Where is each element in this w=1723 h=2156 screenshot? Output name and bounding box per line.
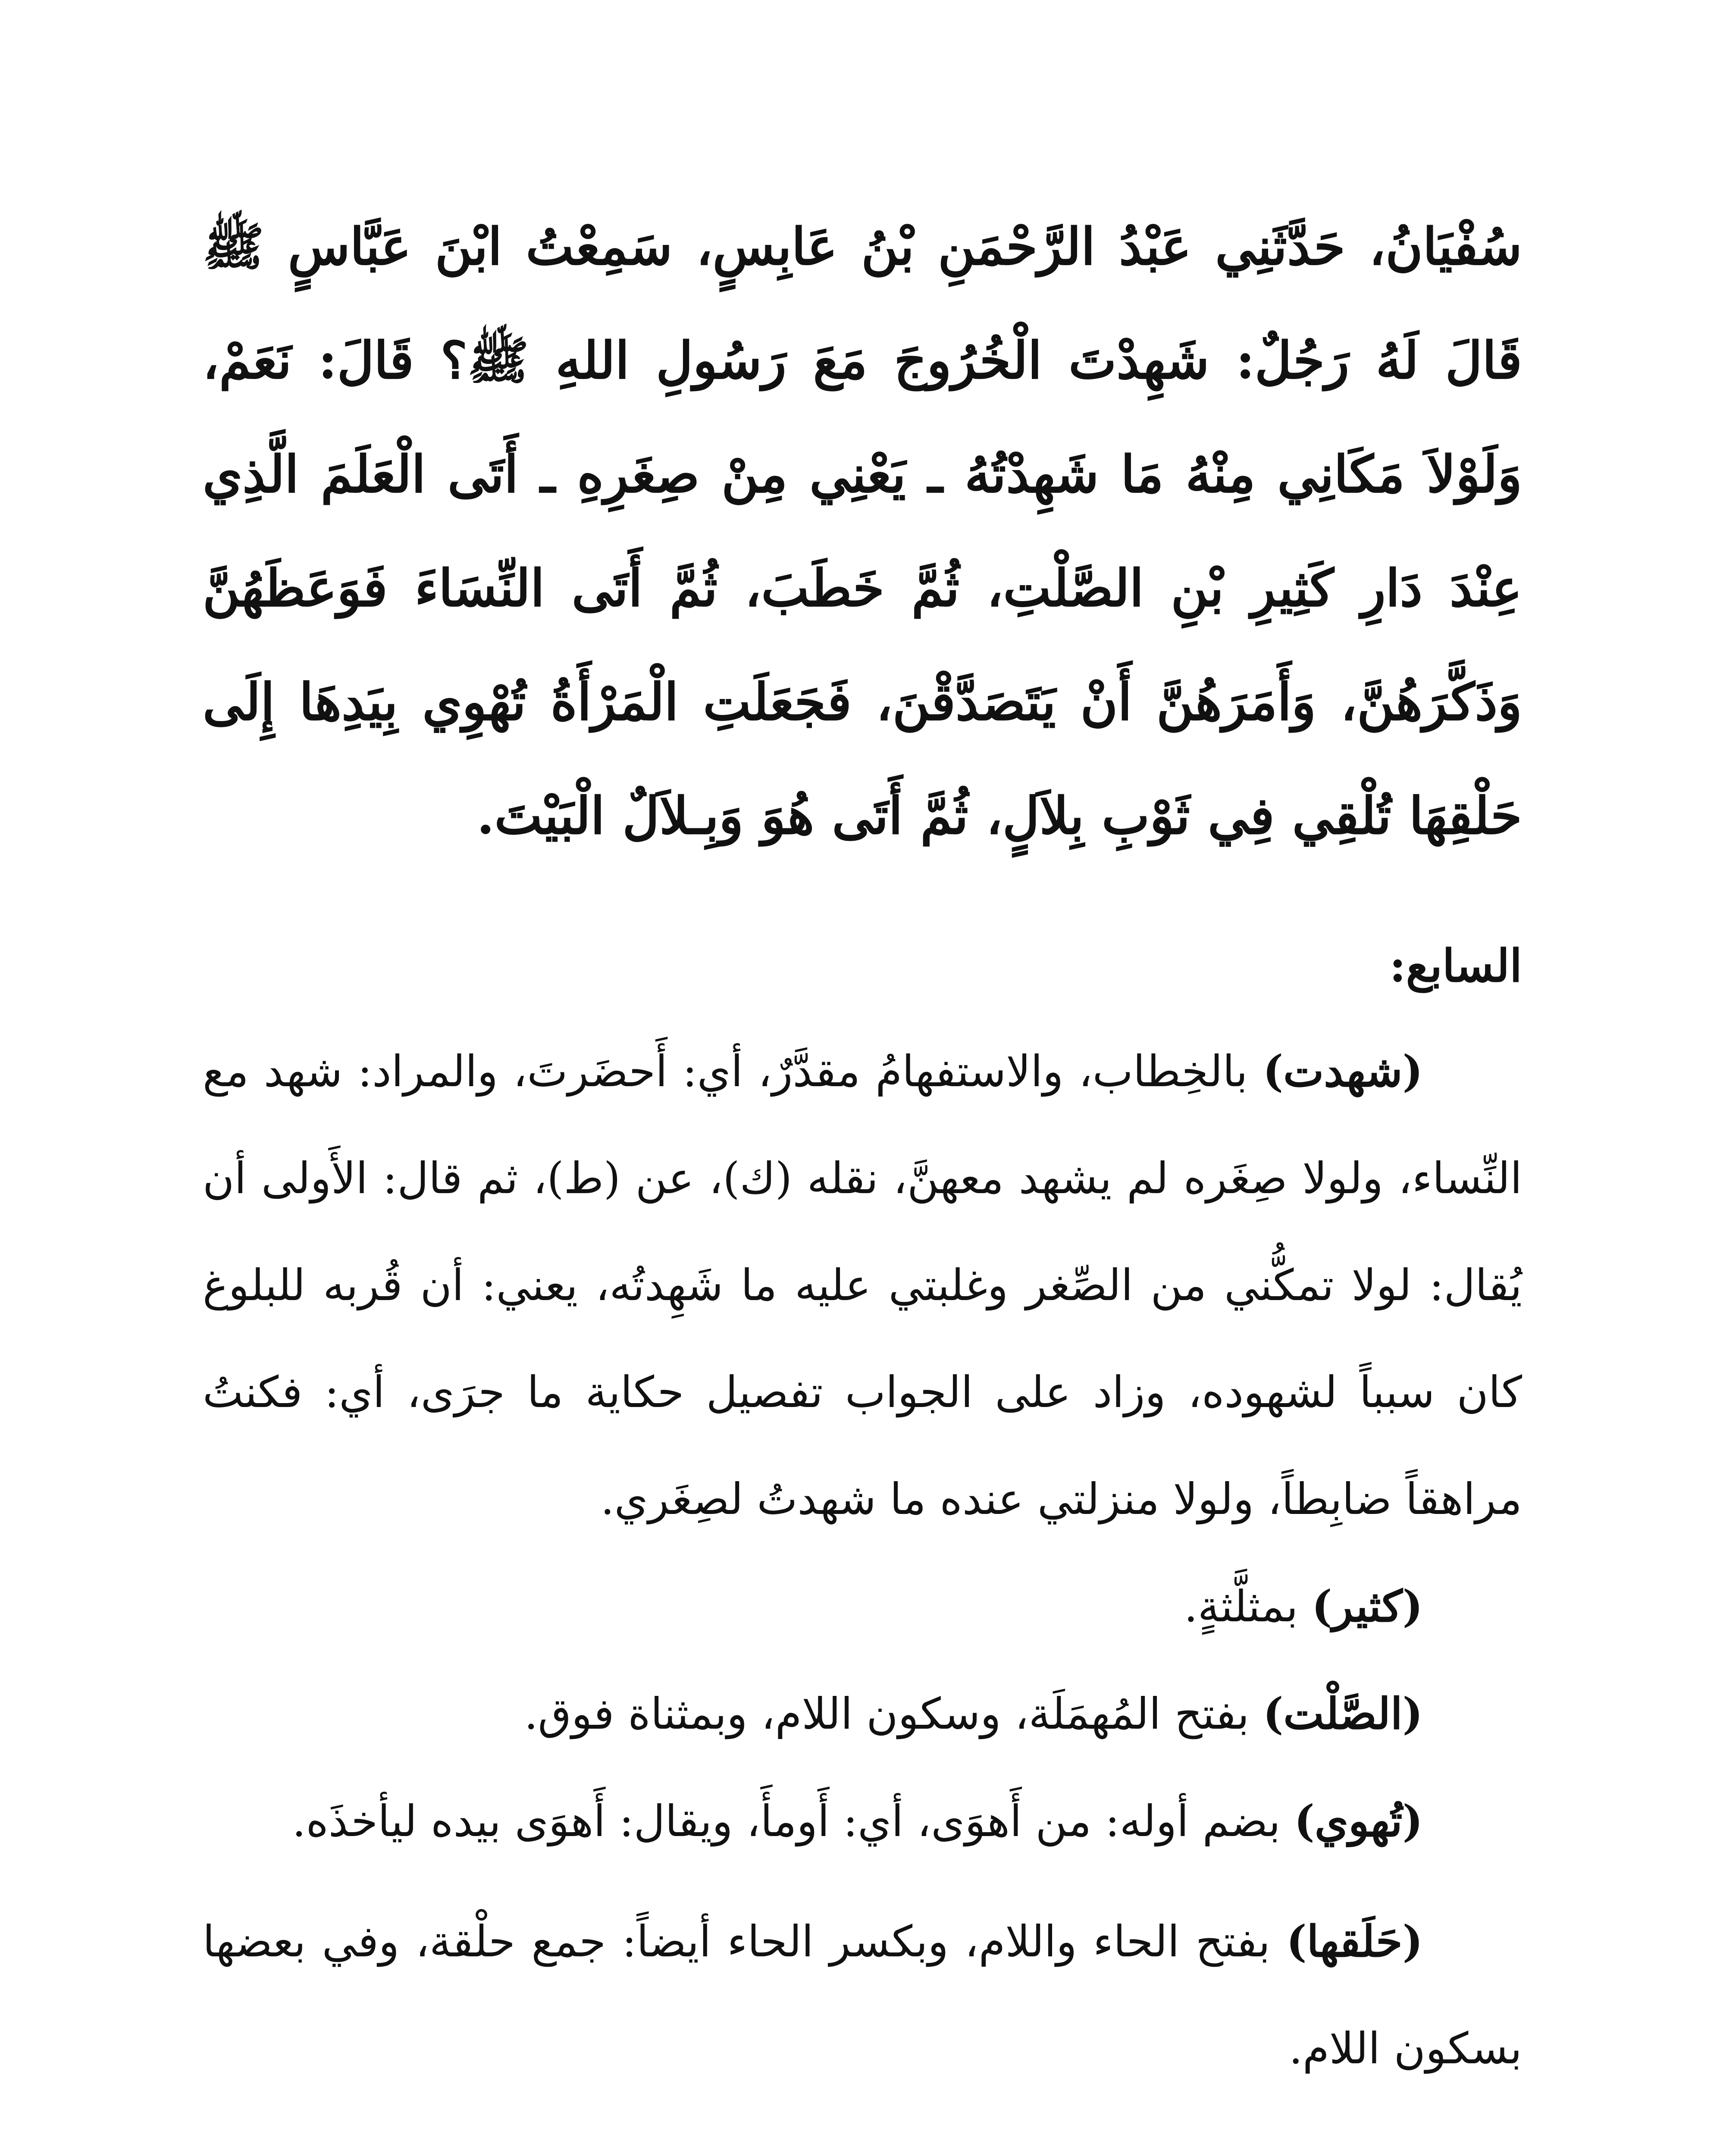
hadith-paragraph: سُفْيَانُ، حَدَّثَنِي عَبْدُ الرَّحْمَنِ بْنُ عَابِسٍ، سَمِعْتُ ابْنَ عَبَّاسٍ ﷺ قَالَ لَهُ رَجُلٌ: شَهِدْتَ الْخُرُوجَ مَعَ رَسُولِ اللهِ ﷺ؟ قَالَ: نَعَمْ، وَلَوْلاَ مَكَانِي مِنْهُ مَا شَهِدْتُهُ ـ يَعْنِي مِنْ صِغَرِهِ ـ أَتَى الْعَلَمَ الَّذِي عِنْدَ دَارِ كَثِيرِ بْنِ الصَّلْتِ، ثُمَّ خَطَبَ، ثُمَّ أَتَى النِّسَاءَ فَوَعَظَهُنَّ وَذَكَّرَهُنَّ، وَأَمَرَهُنَّ أَنْ يَتَصَدَّقْنَ، فَجَعَلَتِ الْمَرْأَةُ تُهْوِي بِيَدِهَا إِلَى حَلْقِهَا تُلْقِي فِي ثَوْبِ بِلاَلٍ، ثُمَّ أَتَى هُوَ وَبِـلاَلٌ الْبَيْتَ. xyxy=(203,216,1522,846)
commentary-paragraph xyxy=(203,1553,1522,1660)
commentary-block xyxy=(203,1018,1522,2102)
commentary-text: بضم أوله: من أَهوَى، أي: أَومأَ، ويقال: أَهوَى بيده ليأخذَه. xyxy=(292,1796,1294,1846)
section-heading xyxy=(203,923,1522,1009)
commentary-text: بالخِطاب، والاستفهامُ مقدَّرٌ، أي: أَحضَرتَ، والمراد: شهد مع النِّساء، ولولا صِغَره لم يشهد معهنَّ، نقله (ك)، عن (ط)، ثم قال: الأَولى أن يُقال: لولا تمكُّني من الصِّغر وغلبتي عليه ما شَهِدتُه، يعني: أن قُربه للبلوغ كان سبباً لشهوده، وزاد على الجواب تفصيل حكاية ما جرَى، أي: فكنتُ مراهقاً ضابِطاً، ولولا منزلتي عنده ما شهدتُ لصِغَري. xyxy=(203,1046,1522,1524)
commentary-paragraph xyxy=(203,1660,1522,1767)
commentary-text: بمثلَّثةٍ. xyxy=(1184,1581,1312,1632)
commentary-term: (تُهوي) xyxy=(1294,1796,1423,1846)
commentary-term: (كثير) xyxy=(1312,1581,1423,1632)
commentary-paragraph xyxy=(203,1767,1522,1875)
commentary-term: (حَلَقها) xyxy=(1286,1916,1423,1967)
commentary-text: بفتح المُهمَلَة، وسكون اللام، وبمثناة فوق. xyxy=(524,1689,1263,1739)
commentary-term: (شهدت) xyxy=(1262,1046,1423,1097)
hadith-text-block xyxy=(203,190,1522,873)
section-heading-label: السابع: xyxy=(1389,939,1522,992)
commentary-term: (الصَّلْت) xyxy=(1263,1688,1423,1739)
commentary-text: بفتح الحاء واللام، وبكسر الحاء أيضاً: جمع حلْقة، وفي بعضها بسكون اللام. xyxy=(203,1916,1522,2074)
commentary-paragraph xyxy=(203,1888,1522,2102)
commentary-paragraph xyxy=(203,1018,1522,1553)
